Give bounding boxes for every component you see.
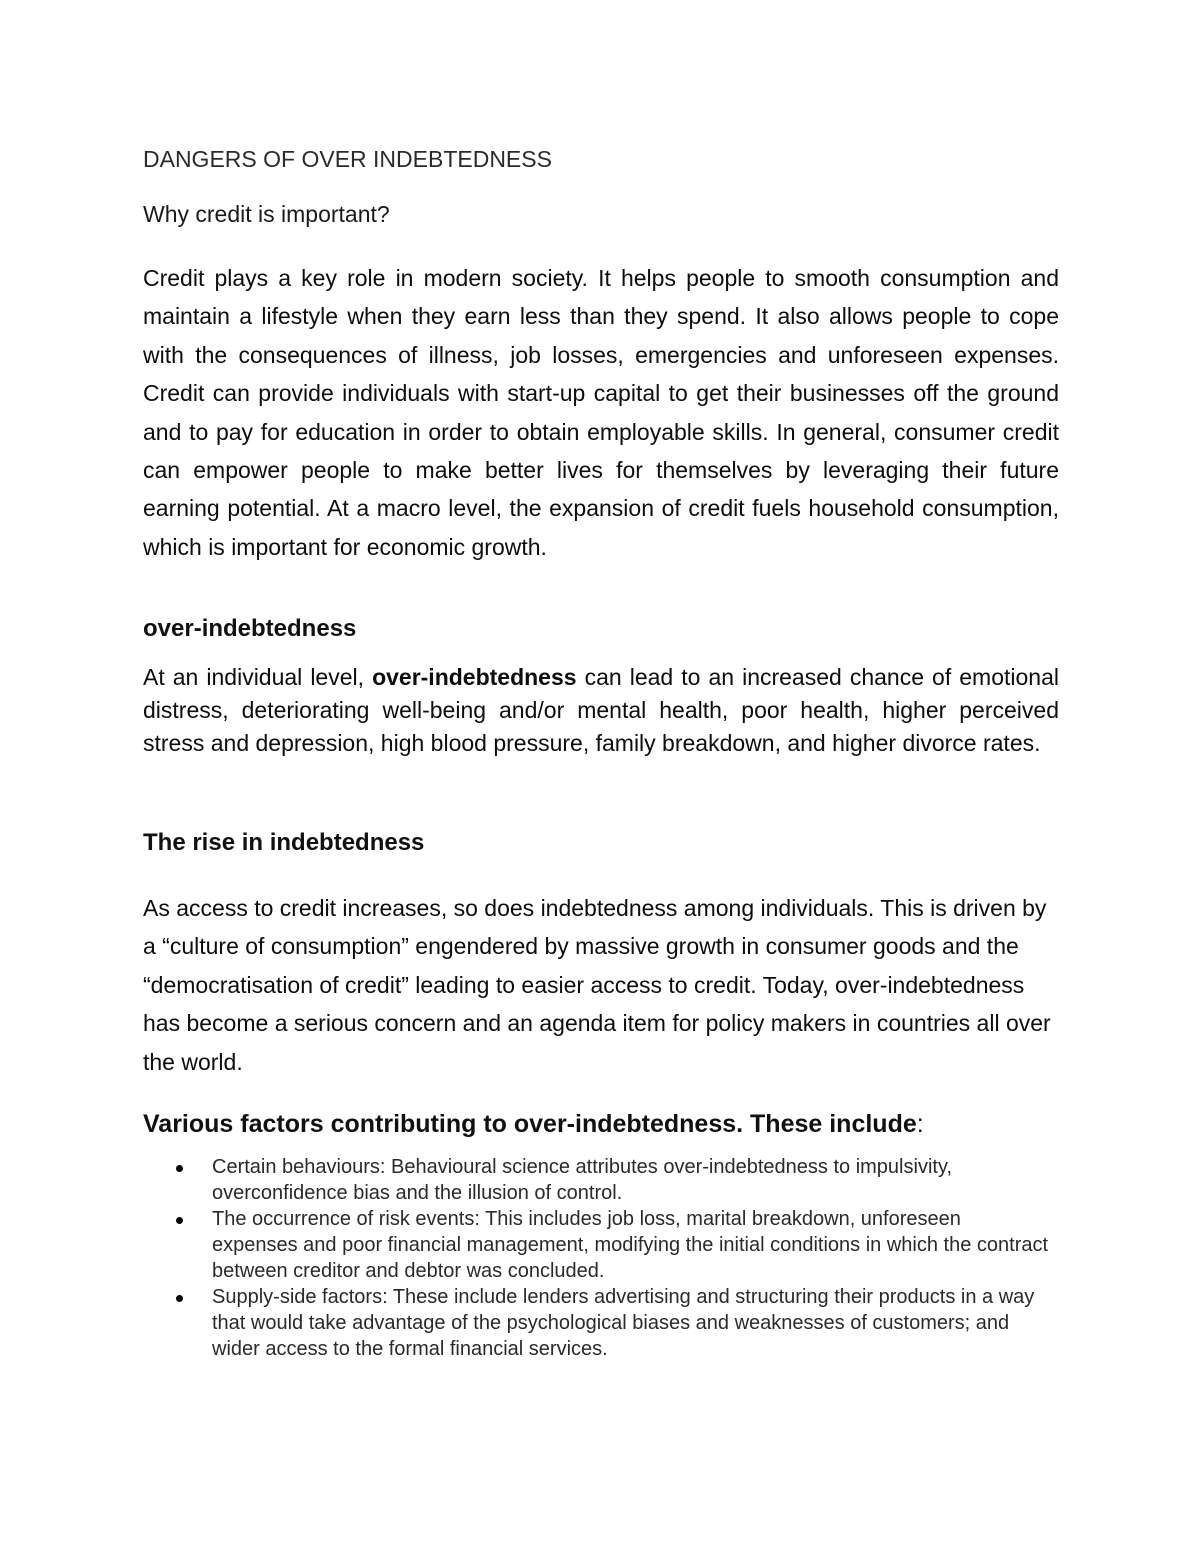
bullet-icon — [176, 1217, 183, 1224]
paragraph-text-start: At an individual level, — [143, 664, 373, 690]
bullet-icon — [176, 1295, 183, 1302]
list-item — [143, 1206, 1052, 1284]
list-item-text: Supply-side factors: These include lenders advertising and structuring their products in a way that would take advantage of the psychological biases and weaknesses of customers; and wider access to the formal financial services. — [212, 1286, 1035, 1360]
bold-term: over-indebtedness — [372, 664, 577, 690]
factors-list — [143, 1154, 1059, 1362]
list-item-text: The occurrence of risk events: This includes job loss, marital breakdown, unforeseen expenses and poor financial management, modifying the initial conditions in which the contract between creditor and debtor was concluded. — [212, 1208, 1049, 1282]
factors-heading-colon: : — [916, 1110, 924, 1138]
factors-heading-text: Various factors contributing to over-indebtedness. These include — [143, 1110, 917, 1138]
bullet-icon — [176, 1165, 183, 1172]
section-question-heading: Why credit is important? — [143, 201, 390, 227]
list-item-text: Certain behaviours: Behavioural science attributes over-indebtedness to impulsivity, overconfidence bias and the illusion of control. — [212, 1156, 953, 1204]
document-title: DANGERS OF OVER INDEBTEDNESS — [143, 146, 552, 172]
over-indebtedness-heading: over-indebtedness — [143, 615, 357, 642]
over-indebtedness-paragraph — [143, 661, 1059, 760]
rise-in-indebtedness-heading: The rise in indebtedness — [143, 829, 425, 856]
paragraph-text-rest: can lead to an increased chance of emotional distress, deteriorating well-being and/or mental health, poor health, higher perceived stress and depression, high blood pressure, family breakdown, and higher divorce rates. — [143, 664, 1059, 756]
rise-in-indebtedness-paragraph: As access to credit increases, so does indebtedness among individuals. This is driven by a “culture of consumption” engendered by massive growth in consumer goods and the “democratisation of credit” leading to easier access to credit. Today, over-indebtedness has become a serious concern and an agenda item for policy makers in countries all over the world. — [143, 895, 1051, 1075]
credit-importance-paragraph: Credit plays a key role in modern society. It helps people to smooth consumption and maintain a lifestyle when they earn less than they spend. It also allows people to cope with the consequences of illness, job losses, emergencies and unforeseen expenses. Credit can provide individuals with start-up capital to get their businesses off the ground and to pay for education in order to obtain employable skills. In general, consumer credit can empower people to make better lives for themselves by leveraging their future earning potential. At a macro level, the expansion of credit fuels household consumption, which is important for economic growth. — [143, 265, 1059, 560]
list-item — [143, 1154, 1052, 1206]
list-item — [143, 1284, 1052, 1362]
factors-heading — [143, 1108, 924, 1140]
